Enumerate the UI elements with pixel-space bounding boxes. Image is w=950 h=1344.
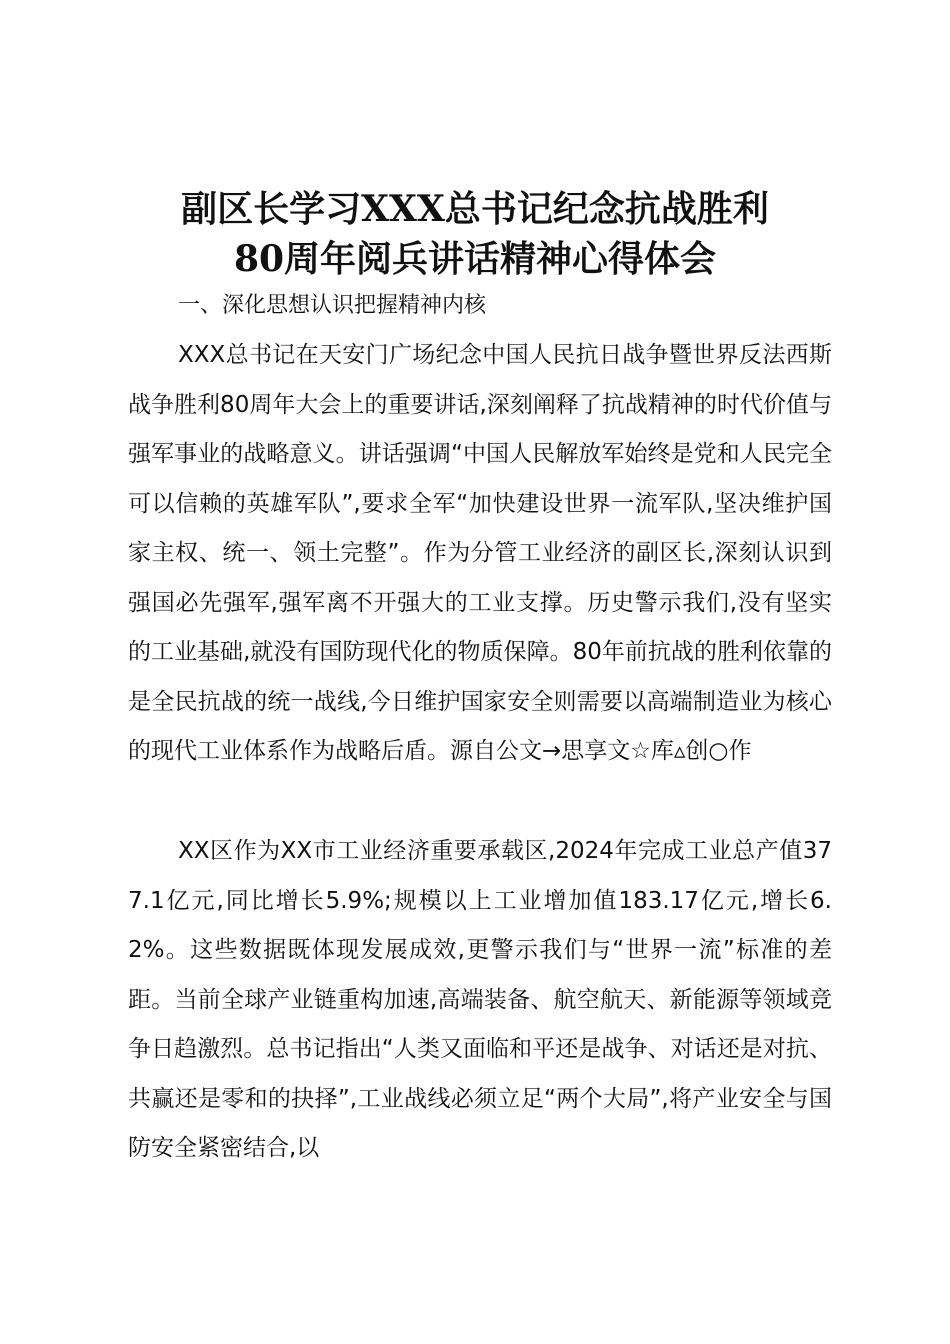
body-paragraph-1: XXX总书记在天安门广场纪念中国人民抗日战争暨世界反法西斯战争胜利80周年大会上的重要讲话,深刻阐释了抗战精神的时代价值与强军事业的战略意义。讲话强调“中国人民解放军始终是党和人民完全可以信赖的英雄军队”,要求全军“加快建设世界一流军队,坚决维护国家主权、统一、领土完整”。作为分管工业经济的副区长,深刻认识到强国必先强军,强军离不开强大的工业支撑。历史警示我们,没有坚实的工业基础,就没有国防现代化的物质保障。80年前抗战的胜利依靠的是全民抗战的统一战线,今日维护国家安全则需要以高端制造业为核心的现代工业体系作为战略后盾。源自公文→思享文☆库▵创○作 — [128, 342, 832, 764]
section-heading-1: 一、深化思想认识把握精神内核 — [178, 293, 487, 318]
document-title-line-2: 80周年阅兵讲话精神心得体会 — [233, 238, 717, 280]
body-paragraph-2: XX区作为XX市工业经济重要承载区,2024年完成工业总产值377.1亿元,同比增长5.9%;规模以上工业增加值183.17亿元,增长6.2%。这些数据既体现发展成效,更警示我们与“世界一流”标准的差距。当前全球产业链重构加速,高端装备、航空航天、新能源等领域竞争日趋激烈。总书记指出“人类又面临和平还是战争、对话还是对抗、共赢还是零和的抉择”,工业战线必须立足“两个大局”,将产业安全与国防安全紧密结合,以 — [128, 838, 832, 1161]
document-title-line-1: 副区长学习XXX总书记纪念抗战胜利 — [181, 188, 769, 230]
